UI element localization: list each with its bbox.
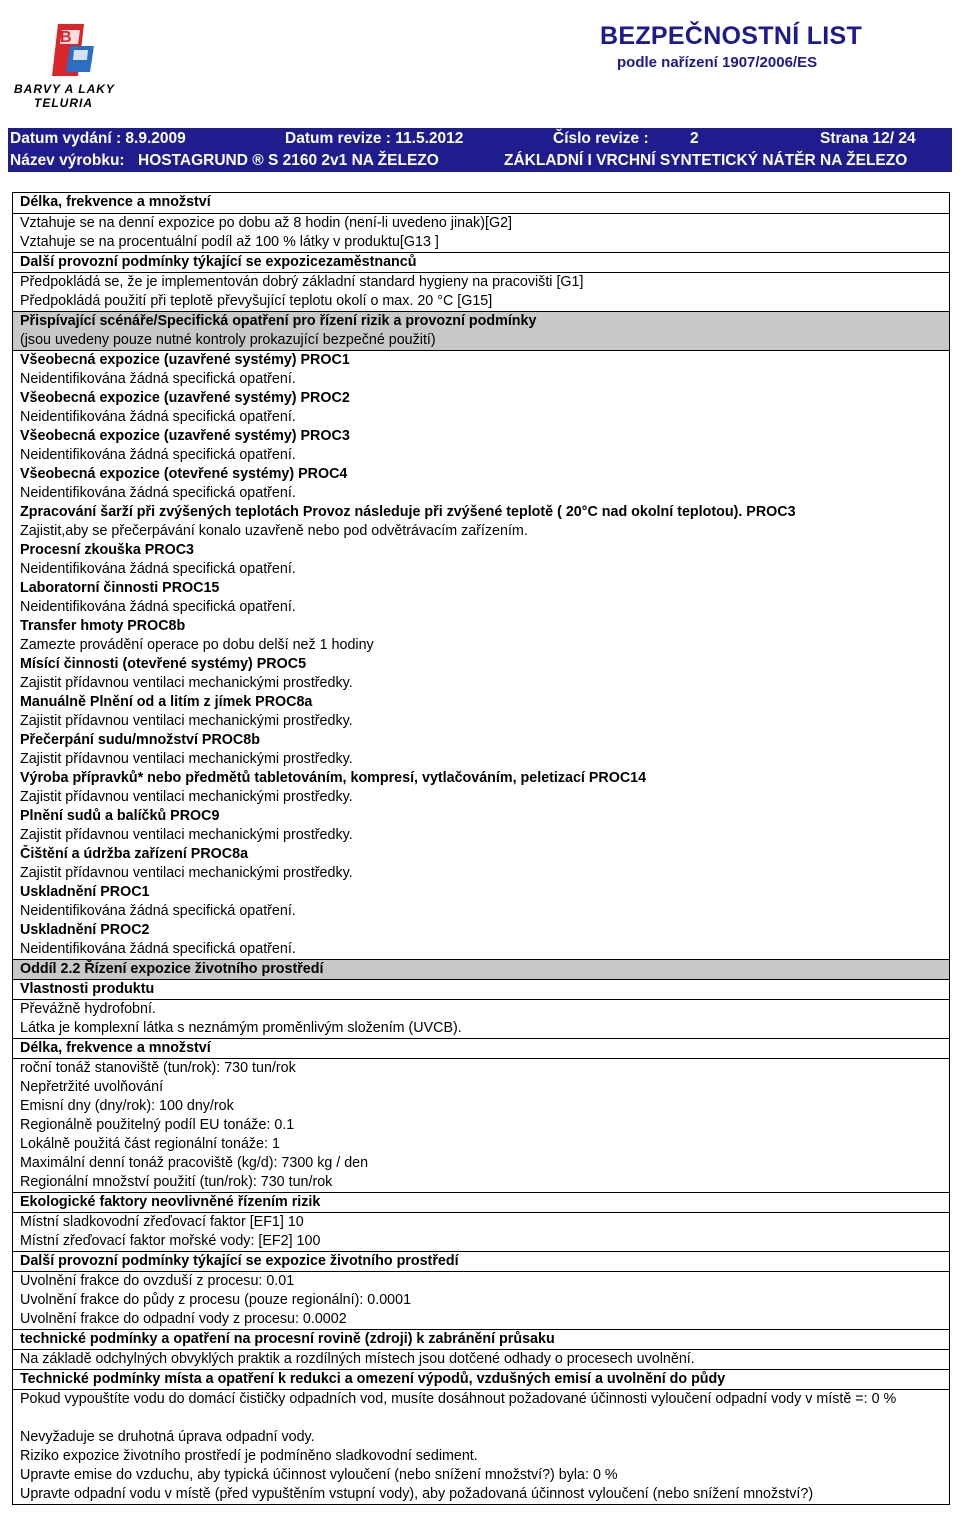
revision-number-label: Číslo revize : — [553, 130, 649, 147]
text-line: Převážně hydrofobní. — [20, 1001, 156, 1017]
section-2-2-heading: Oddíl 2.2 Řízení expozice životního prostředí — [13, 959, 949, 980]
text-line: Místní sladkovodní zřeďovací faktor [EF1] 10 — [20, 1214, 304, 1230]
text-line: Regionální množství použití (tun/rok): 730 tun/rok — [20, 1174, 333, 1190]
exposure-scenario-table — [12, 192, 950, 1505]
text-line: Nepřetržité uvolňování — [20, 1079, 164, 1095]
scenario-subheading: (jsou uvedeny pouze nutné kontroly prokazující bezpečné použití) — [13, 331, 949, 351]
section-heading: Délka, frekvence a množství — [20, 194, 211, 210]
subheading: Manuálně Plnění od a litím z jímek PROC8a — [20, 694, 313, 710]
text-line: Zajistit přídavnou ventilaci mechanickými prostředky. — [20, 789, 353, 805]
subheading: Všeobecná expozice (uzavřené systémy) PROC3 — [20, 428, 350, 444]
logo-text-line2: TELURIA — [34, 96, 93, 110]
text-line: Neidentifikována žádná specifická opatření. — [20, 409, 296, 425]
text-line: Zajistit přídavnou ventilaci mechanickými prostředky. — [20, 713, 353, 729]
document-title: BEZPEČNOSTNÍ LIST — [600, 22, 863, 50]
text-line: Neidentifikována žádná specifická opatření. — [20, 447, 296, 463]
text-line: Zamezte provádění operace po dobu delší než 1 hodiny — [20, 637, 374, 653]
text-line: Zajistit přídavnou ventilaci mechanickými prostředky. — [20, 865, 353, 881]
text-line: Předpokládá se, že je implementován dobrý základní standard hygieny na pracovišti [G1] — [20, 274, 584, 290]
document-info-bar — [8, 128, 952, 172]
subheading: Uskladnění PROC2 — [20, 922, 150, 938]
text-line: Emisní dny (dny/rok): 100 dny/rok — [20, 1098, 234, 1114]
svg-text:B: B — [60, 29, 72, 46]
text-line: Předpokládá použití při teplotě převyšující teplotu okolí o max. 20 °C [G15] — [20, 293, 493, 309]
issue-date: Datum vydání : 8.9.2009 — [10, 130, 186, 147]
text-line: Zajistit,aby se přečerpávání konalo uzavřeně nebo pod odvětrávacím zařízením. — [20, 523, 528, 539]
text-line: Vztahuje se na denní expozice po dobu až 8 hodin (není-li uvedeno jinak)[G2] — [13, 213, 949, 233]
text-line: Zajistit přídavnou ventilaci mechanickými prostředky. — [20, 751, 353, 767]
text-line: Neidentifikována žádná specifická opatření. — [20, 903, 296, 919]
text-line: Uvolnění frakce do odpadní vody z procesu: 0.0002 — [20, 1311, 347, 1327]
text-line: Uvolnění frakce do ovzduší z procesu: 0.01 — [20, 1273, 295, 1289]
text-line: Vztahuje se na procentuální podíl až 100 % látky v produktu[G13 ] — [20, 234, 439, 250]
text-line: Neidentifikována žádná specifická opatření. — [20, 371, 296, 387]
text-line: Zajistit přídavnou ventilaci mechanickými prostředky. — [20, 827, 353, 843]
revision-number-value: 2 — [690, 130, 699, 147]
subheading: Plnění sudů a balíčků PROC9 — [20, 808, 220, 824]
section-heading: Vlastnosti produktu — [13, 980, 949, 1000]
product-description: ZÁKLADNÍ I VRCHNÍ SYNTETICKÝ NÁTĚR NA ŽELEZO — [504, 152, 908, 169]
scenario-heading: Přispívající scénáře/Specifická opatření pro řízení rizik a provozní podmínky — [13, 311, 949, 331]
section-heading: technické podmínky a opatření na procesní rovině (zdroji) k zabránění průsaku — [13, 1329, 949, 1350]
text-line: Maximální denní tonáž pracoviště (kg/d): 7300 kg / den — [20, 1155, 369, 1171]
text-line: Nevyžaduje se druhotná úprava odpadní vody. — [20, 1429, 315, 1445]
document-subtitle: podle nařízení 1907/2006/ES — [617, 54, 818, 71]
subheading: Uskladnění PROC1 — [20, 884, 150, 900]
subheading: Laboratorní činnosti PROC15 — [20, 580, 220, 596]
text-line: Neidentifikována žádná specifická opatření. — [20, 485, 296, 501]
text-line: Neidentifikována žádná specifická opatření. — [20, 941, 296, 957]
subheading: Mísící činnosti (otevřené systémy) PROC5 — [20, 656, 307, 672]
subheading: Transfer hmoty PROC8b — [20, 618, 186, 634]
section-heading: Délka, frekvence a množství — [13, 1038, 949, 1059]
subheading: Všeobecná expozice (uzavřené systémy) PROC2 — [20, 390, 350, 406]
text-line-wrapped: Pokud vypouštíte vodu do domácí čističky odpadních vod, musíte dosáhnout požadované účinnosti vyloučení odpadní vody v místě =: 0 % — [20, 1391, 897, 1407]
text-line: Uvolnění frakce do půdy z procesu (pouze regionální): 0.0001 — [20, 1292, 412, 1308]
text-line: Neidentifikována žádná specifická opatření. — [20, 599, 296, 615]
logo-text-line1: BARVY A LAKY — [14, 82, 115, 96]
text-line: Na základě odchylných obvyklých praktik a rozdílných místech jsou dotčené odhady o procesech uvolnění. — [20, 1351, 695, 1367]
text-line: Zajistit přídavnou ventilaci mechanickými prostředky. — [20, 675, 353, 691]
subheading: Přečerpání sudu/množství PROC8b — [20, 732, 260, 748]
text-line: Riziko expozice životního prostředí je podmíněno sladkovodní sediment. — [20, 1448, 478, 1464]
section-heading: Ekologické faktory neovlivněné řízením rizik — [13, 1192, 949, 1213]
text-line: Neidentifikována žádná specifická opatření. — [20, 561, 296, 577]
text-line: Lokálně použitá část regionální tonáže: 1 — [20, 1136, 280, 1152]
text-line: Látka je komplexní látka s neznámým proměnlivým složením (UVCB). — [20, 1020, 462, 1036]
company-logo — [8, 22, 118, 114]
subheading: Čištění a údržba zařízení PROC8a — [20, 846, 249, 862]
text-line: Regionálně použitelný podíl EU tonáže: 0.1 — [20, 1117, 295, 1133]
revision-date: Datum revize : 11.5.2012 — [285, 130, 464, 147]
text-line: Upravte odpadní vodu v místě (před vypuštěním vstupní vody), aby požadovaná účinnost vyloučení (nebo snížení množství?) — [20, 1486, 814, 1502]
subheading: Zpracování šarží při zvýšených teplotách Provoz následuje při zvýšené teplotě ( 20°C nad okolní teplotou). PROC3 — [20, 504, 796, 520]
product-name: HOSTAGRUND ® S 2160 2v1 NA ŽELEZO — [138, 152, 439, 169]
section-heading: Další provozní podmínky týkající se expozice životního prostředí — [13, 1251, 949, 1272]
text-line: roční tonáž stanoviště (tun/rok): 730 tun/rok — [20, 1060, 296, 1076]
subheading: Všeobecná expozice (uzavřené systémy) PROC1 — [20, 352, 350, 368]
subheading: Procesní zkouška PROC3 — [20, 542, 195, 558]
text-line: Upravte emise do vzduchu, aby typická účinnost vyloučení (nebo snížení množství?) byla: 0 % — [20, 1467, 618, 1483]
bl-logo-icon — [40, 22, 100, 80]
section-heading: Další provozní podmínky týkající se expozicezaměstnanců — [13, 252, 949, 273]
section-heading: Technické podmínky místa a opatření k redukci a omezení výpodů, vzdušných emisí a uvolnění do půdy — [13, 1369, 949, 1390]
product-name-label: Název výrobku: — [10, 152, 125, 169]
page-number: Strana 12/ 24 — [820, 130, 916, 147]
subheading: Všeobecná expozice (otevřené systémy) PROC4 — [20, 466, 348, 482]
text-line: Místní zřeďovací faktor mořské vody: [EF2] 100 — [20, 1233, 321, 1249]
subheading: Výroba přípravků* nebo předmětů tabletováním, kompresí, vytlačováním, peletizací PROC14 — [20, 770, 647, 786]
